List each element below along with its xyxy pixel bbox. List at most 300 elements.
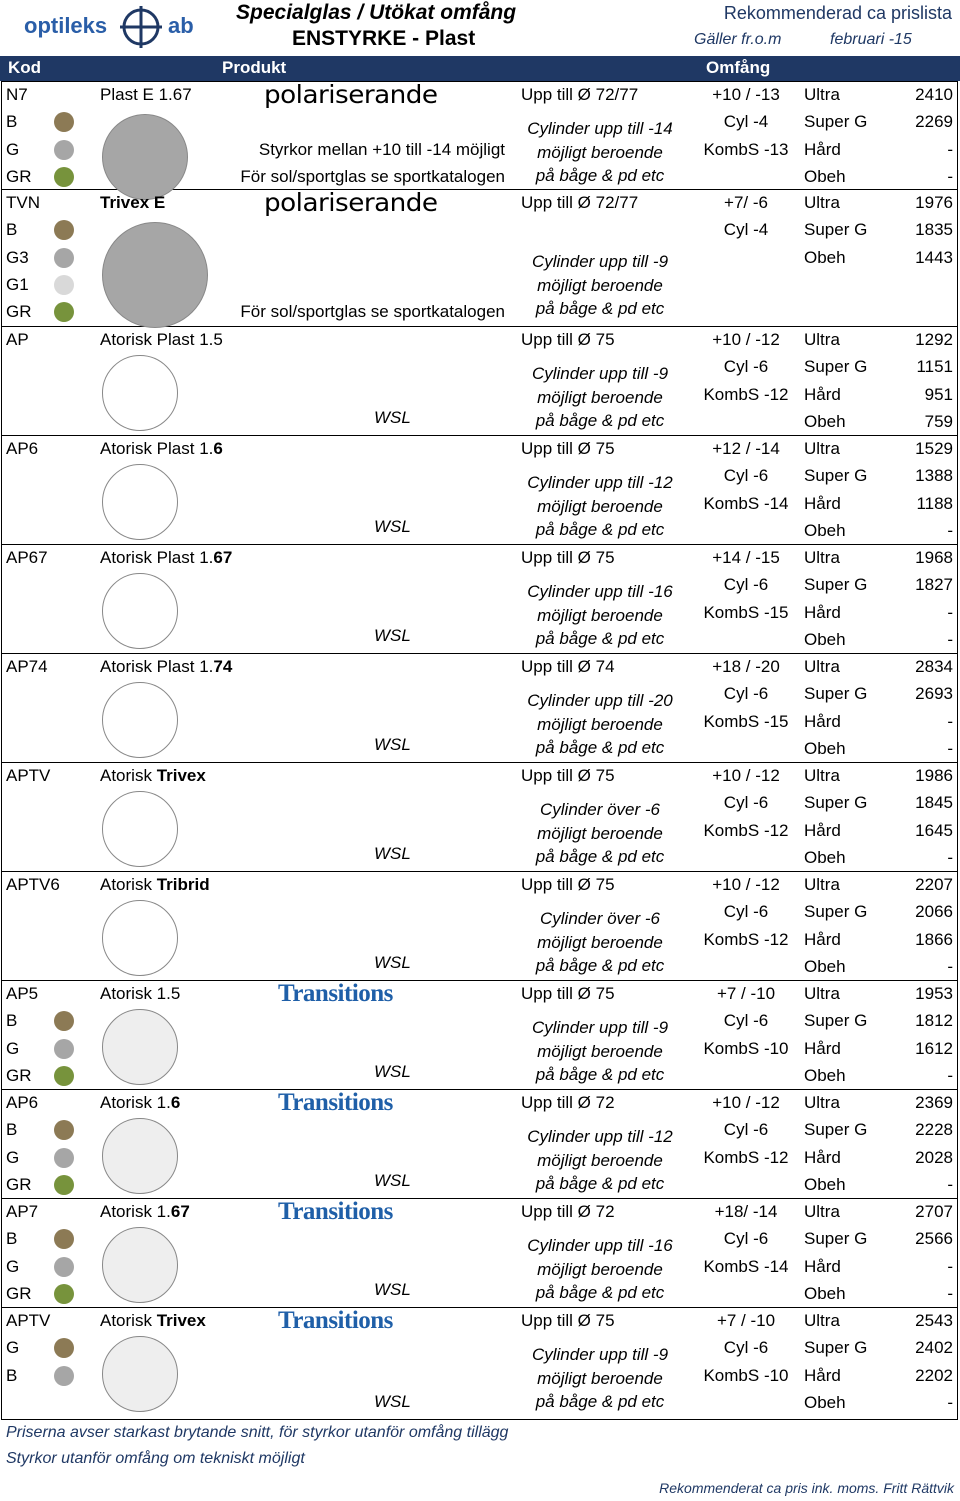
coating-type: Super G [804, 1011, 868, 1031]
product-code: G [6, 1338, 20, 1358]
power-range: +10 / -12 [712, 875, 780, 894]
coating-type: Super G [804, 220, 868, 240]
power-range: +10 / -12 [712, 766, 780, 785]
product-code: B [6, 1229, 18, 1249]
komb-value: KombS -12 [703, 929, 789, 949]
komb-value: KombS -10 [703, 1365, 789, 1385]
transitions-logo: Transitions [278, 1198, 393, 1225]
power-range: +10 / -12 [712, 1093, 780, 1112]
product-code: GR [6, 1065, 32, 1085]
wsl-label: WSL [374, 735, 411, 754]
power-range: +18/ -14 [714, 1202, 778, 1221]
product-name-plain: Atorisk Plast 1.5 [100, 330, 223, 349]
price-value: 2707 [915, 1202, 953, 1221]
product-code: AP [6, 330, 29, 349]
product-name-plain: Atorisk Plast 1. [100, 439, 214, 458]
coating-type: Hård [804, 139, 841, 159]
wsl-label: WSL [374, 1392, 411, 1411]
product-name-bold: 74 [213, 657, 233, 676]
cylinder-note: Cylinder över -6 [540, 800, 660, 819]
product-code: APTV6 [6, 875, 60, 894]
price-value: 2066 [915, 902, 953, 922]
coating-type: Obeh [804, 1174, 846, 1194]
cyl-value: Cyl -6 [723, 902, 769, 922]
price-value: 2228 [915, 1120, 953, 1140]
coating-type: Ultra [804, 548, 840, 567]
cylinder-note: på båge & pd etc [535, 520, 665, 539]
cylinder-note: möjligt beroende [537, 605, 663, 625]
column-omfang: Omfång [706, 58, 771, 77]
price-value: 1388 [915, 466, 953, 486]
komb-value: KombS -13 [703, 139, 789, 159]
coating-type: Ultra [804, 330, 840, 349]
coating-type: Hård [804, 493, 841, 513]
diameter-range: Upp till Ø 75 [521, 766, 615, 785]
cylinder-note: Cylinder upp till -16 [527, 1236, 673, 1255]
product-name-bold: 67 [213, 548, 233, 567]
price-value: 1645 [915, 820, 953, 840]
transitions-logo: Transitions [278, 1307, 393, 1334]
power-range: +10 / -12 [712, 330, 780, 349]
diameter-range: Upp till Ø 75 [521, 875, 615, 894]
product-code: AP74 [6, 657, 48, 676]
price-value: 1529 [915, 439, 953, 458]
product-group [1, 1199, 958, 1308]
cylinder-note: Cylinder upp till -14 [527, 119, 673, 138]
product-code: AP6 [6, 1093, 39, 1112]
lens-image [102, 1009, 178, 1085]
product-code: B [6, 1365, 18, 1385]
page-title: Specialglas / Utökat omfång [236, 1, 517, 24]
price-value: - [947, 520, 953, 540]
cylinder-note: Cylinder upp till -9 [531, 252, 669, 271]
product-name [100, 193, 165, 213]
product-name-plain: Atorisk [100, 1311, 157, 1330]
product-group [1, 872, 958, 981]
power-range: +10 / -13 [712, 85, 780, 104]
product-name [100, 439, 223, 459]
valid-from-date: februari -15 [830, 31, 912, 48]
cyl-value: Cyl -6 [723, 793, 769, 813]
cyl-value: Cyl -6 [723, 1011, 769, 1031]
cyl-value: Cyl -6 [723, 466, 769, 486]
coating-type: Obeh [804, 1065, 846, 1085]
wsl-label: WSL [374, 626, 411, 645]
price-value: 1976 [915, 193, 953, 212]
product-code: G [6, 1256, 20, 1276]
product-group [1, 654, 958, 763]
cylinder-note: Cylinder upp till -16 [527, 582, 673, 601]
cylinder-note: möjligt beroende [537, 1150, 663, 1170]
komb-value: KombS -12 [703, 384, 789, 404]
product-code: B [6, 1011, 18, 1031]
header [0, 0, 960, 56]
price-value: - [947, 166, 953, 186]
coating-type: Obeh [804, 247, 846, 267]
coating-type: Obeh [804, 520, 846, 540]
price-value: 951 [924, 384, 953, 404]
product-code: AP7 [6, 1202, 39, 1221]
price-value: - [947, 738, 953, 758]
cylinder-note: möjligt beroende [537, 1368, 663, 1388]
product-name-bold: 6 [170, 1093, 181, 1112]
coating-type: Hård [804, 1256, 841, 1276]
power-range: +12 / -14 [712, 439, 780, 458]
cylinder-note: på båge & pd etc [535, 1392, 665, 1411]
coating-type: Super G [804, 684, 868, 704]
price-value: 2369 [915, 1093, 953, 1112]
cylinder-note: på båge & pd etc [535, 166, 665, 185]
product-code: G1 [6, 274, 29, 294]
company-logo [24, 6, 204, 48]
cyl-value: Cyl -6 [723, 575, 769, 595]
cylinder-note: möjligt beroende [537, 387, 663, 407]
price-value: 1292 [915, 330, 953, 349]
diameter-range: Upp till Ø 75 [521, 330, 615, 349]
product-code: GR [6, 302, 32, 322]
power-range: +7 / -10 [716, 984, 776, 1003]
valid-from-label: Gäller fr.o.m [694, 31, 782, 48]
product-code: GR [6, 1283, 32, 1303]
product-code: GR [6, 166, 32, 186]
product-name-plain: Plast E 1.67 [100, 85, 192, 104]
color-swatch-green [54, 167, 74, 187]
color-swatch-brown [54, 1338, 74, 1358]
diameter-range: Upp till Ø 74 [521, 657, 615, 676]
cylinder-note: möjligt beroende [537, 932, 663, 952]
cylinder-note: Cylinder upp till -9 [531, 1345, 669, 1364]
product-name-plain: Atorisk 1.5 [100, 984, 181, 1003]
product-group [1, 327, 958, 436]
price-value: - [947, 1256, 953, 1276]
price-value: - [947, 1283, 953, 1303]
cylinder-note: på båge & pd etc [535, 738, 665, 757]
color-swatch-green [54, 1066, 74, 1086]
product-name-bold: Trivex E [100, 193, 166, 212]
diameter-range: Upp till Ø 72 [521, 1202, 615, 1221]
cylinder-note: möjligt beroende [537, 496, 663, 516]
cylinder-note: på båge & pd etc [535, 1174, 665, 1193]
coating-type: Super G [804, 357, 868, 377]
sport-note: För sol/sportglas se sportkatalogen [240, 302, 505, 322]
product-name [100, 1093, 180, 1113]
price-value: 1812 [915, 1011, 953, 1031]
lens-image [102, 682, 178, 758]
product-name-bold: Tribrid [156, 875, 210, 894]
coating-type: Ultra [804, 439, 840, 458]
lens-image [102, 573, 178, 649]
wsl-label: WSL [374, 953, 411, 972]
product-group [1, 981, 958, 1090]
coating-type: Ultra [804, 766, 840, 785]
coating-type: Super G [804, 466, 868, 486]
coating-type: Obeh [804, 956, 846, 976]
diameter-range: Upp till Ø 72/77 [521, 193, 639, 212]
product-name [100, 548, 232, 568]
komb-value: KombS -12 [703, 1147, 789, 1167]
lens-image [102, 900, 178, 976]
cylinder-note: på båge & pd etc [535, 411, 665, 430]
pricelist-label: Rekommenderad ca prislista [723, 3, 952, 23]
price-value: 1151 [916, 357, 953, 377]
coating-type: Hård [804, 1365, 841, 1385]
product-name [100, 85, 192, 105]
product-group [1, 436, 958, 545]
product-code: G [6, 1038, 20, 1058]
cylinder-note: på båge & pd etc [535, 299, 665, 318]
cylinder-note: möjligt beroende [537, 1041, 663, 1061]
product-group [1, 763, 958, 872]
cyl-value: Cyl -4 [723, 112, 769, 132]
coating-type: Ultra [804, 1202, 840, 1221]
cyl-value: Cyl -6 [723, 1120, 769, 1140]
diameter-range: Upp till Ø 72/77 [521, 85, 639, 104]
product-name [100, 1202, 190, 1222]
cylinder-note: på båge & pd etc [535, 629, 665, 648]
price-value: 2207 [915, 875, 953, 894]
coating-type: Super G [804, 793, 868, 813]
product-name [100, 1311, 206, 1331]
coating-type: Ultra [804, 85, 840, 104]
coating-type: Obeh [804, 1283, 846, 1303]
coating-type: Obeh [804, 847, 846, 867]
color-swatch-brown [54, 220, 74, 240]
product-name [100, 875, 210, 895]
product-name-plain: Atorisk 1. [100, 1202, 171, 1221]
product-code: AP5 [6, 984, 39, 1003]
cylinder-note: Cylinder upp till -12 [527, 473, 673, 492]
price-value: - [947, 1392, 953, 1412]
coating-type: Ultra [804, 193, 840, 212]
lens-image [102, 222, 208, 328]
komb-value: KombS -10 [703, 1038, 789, 1058]
coating-type: Obeh [804, 629, 846, 649]
column-produkt: Produkt [222, 58, 287, 77]
product-code: G [6, 1147, 20, 1167]
power-range: +18 / -20 [712, 657, 780, 676]
diameter-range: Upp till Ø 75 [521, 1311, 615, 1330]
product-code: GR [6, 1174, 32, 1194]
product-name [100, 657, 232, 677]
coating-type: Ultra [804, 1093, 840, 1112]
product-code: APTV [6, 1311, 51, 1330]
cylinder-note: Cylinder upp till -9 [531, 1018, 669, 1037]
polariserande-logo: polariserande [264, 80, 438, 109]
coating-type: Obeh [804, 738, 846, 758]
price-value: - [947, 711, 953, 731]
cyl-value: Cyl -6 [723, 357, 769, 377]
product-name-bold: Trivex [156, 766, 206, 785]
price-value: - [947, 847, 953, 867]
product-name [100, 984, 180, 1004]
coating-type: Ultra [804, 984, 840, 1003]
wsl-label: WSL [374, 1171, 411, 1190]
crosshair-logo-icon [120, 6, 162, 48]
price-value: - [947, 956, 953, 976]
polariserande-logo: polariserande [264, 188, 438, 217]
diameter-range: Upp till Ø 75 [521, 439, 615, 458]
product-group [1, 190, 958, 327]
lens-image [102, 1336, 178, 1412]
product-code: B [6, 1120, 18, 1140]
range-note: Styrkor mellan +10 till -14 möjligt [258, 139, 505, 159]
coating-type: Obeh [804, 1392, 846, 1412]
color-swatch-grey [54, 1366, 74, 1386]
wsl-label: WSL [374, 517, 411, 536]
komb-value: KombS -12 [703, 820, 789, 840]
komb-value: KombS -15 [703, 711, 789, 731]
coating-type: Obeh [804, 411, 846, 431]
cylinder-note: möjligt beroende [537, 275, 663, 295]
product-code: TVN [6, 193, 40, 212]
diameter-range: Upp till Ø 75 [521, 548, 615, 567]
price-value: 1953 [915, 984, 953, 1003]
product-name [100, 330, 223, 350]
price-value: 2202 [915, 1365, 953, 1385]
cylinder-note: på båge & pd etc [535, 1065, 665, 1084]
price-value: 1866 [915, 929, 953, 949]
komb-value: KombS -14 [703, 493, 789, 513]
price-value: - [947, 602, 953, 622]
price-value: 1443 [915, 247, 953, 267]
price-value: 1188 [916, 493, 953, 513]
price-value: 2566 [915, 1229, 953, 1249]
product-name-plain: Atorisk Plast 1. [100, 657, 214, 676]
product-name-bold: Trivex [156, 1311, 206, 1330]
cylinder-note: Cylinder upp till -9 [531, 364, 669, 383]
cylinder-note: på båge & pd etc [535, 956, 665, 975]
lens-image [102, 791, 178, 867]
price-value: 1845 [915, 793, 953, 813]
cyl-value: Cyl -4 [723, 220, 769, 240]
price-value: 1835 [915, 220, 953, 240]
product-code: AP6 [6, 439, 39, 458]
price-value: - [947, 139, 953, 159]
price-value: 2693 [915, 684, 953, 704]
cylinder-note: möjligt beroende [537, 714, 663, 734]
komb-value: KombS -15 [703, 602, 789, 622]
coating-type: Super G [804, 1229, 868, 1249]
price-value: - [947, 1065, 953, 1085]
coating-type: Hård [804, 820, 841, 840]
wsl-label: WSL [374, 844, 411, 863]
column-kod: Kod [8, 58, 42, 77]
power-range: +14 / -15 [712, 548, 780, 567]
color-swatch-grey [54, 1257, 74, 1277]
footer-note-right: Rekommenderat ca pris ink. moms. Fritt Rättvik [659, 1480, 954, 1496]
coating-type: Super G [804, 575, 868, 595]
product-group [1, 1090, 958, 1199]
coating-type: Hård [804, 384, 841, 404]
product-code: G [6, 139, 20, 159]
cylinder-note: Cylinder upp till -20 [527, 691, 673, 710]
coating-type: Super G [804, 902, 868, 922]
product-name-bold: 67 [170, 1202, 190, 1221]
price-value: 2028 [915, 1147, 953, 1167]
price-value: 1986 [915, 766, 953, 785]
transitions-logo: Transitions [278, 1089, 393, 1116]
cylinder-note: möjligt beroende [537, 823, 663, 843]
coating-type: Hård [804, 711, 841, 731]
lens-image [102, 464, 178, 540]
color-swatch-brown [54, 1011, 74, 1031]
coating-type: Hård [804, 929, 841, 949]
komb-value: KombS -14 [703, 1256, 789, 1276]
coating-type: Hård [804, 1038, 841, 1058]
product-code: AP67 [6, 548, 48, 567]
footer-note-1: Priserna avser starkast brytande snitt, för styrkor utanför omfång tillägg [6, 1424, 509, 1441]
color-swatch-brown [54, 112, 74, 132]
product-code: APTV [6, 766, 51, 785]
price-value: 1827 [915, 575, 953, 595]
coating-type: Super G [804, 1338, 868, 1358]
cyl-value: Cyl -6 [723, 1338, 769, 1358]
logo-text-right: ab [168, 13, 194, 38]
color-swatch-lightgrey [54, 275, 74, 295]
diameter-range: Upp till Ø 75 [521, 984, 615, 1003]
lens-image [102, 355, 178, 431]
price-value: 1968 [915, 548, 953, 567]
color-swatch-green [54, 1175, 74, 1195]
lens-image [102, 1227, 178, 1303]
page-subtitle: ENSTYRKE - Plast [292, 27, 476, 50]
color-swatch-green [54, 1284, 74, 1304]
price-value: 2402 [915, 1338, 953, 1358]
transitions-logo: Transitions [278, 980, 393, 1007]
price-value: 2834 [915, 657, 953, 676]
product-name [100, 766, 206, 786]
power-range: +7 / -10 [716, 1311, 776, 1330]
product-name-plain: Atorisk [100, 766, 157, 785]
price-value: 2269 [915, 112, 953, 132]
diameter-range: Upp till Ø 72 [521, 1093, 615, 1112]
product-name-plain: Atorisk 1. [100, 1093, 171, 1112]
price-value: 2410 [915, 85, 953, 104]
price-value: 759 [924, 411, 953, 431]
color-swatch-brown [54, 1229, 74, 1249]
cylinder-note: möjligt beroende [537, 142, 663, 162]
product-code: G3 [6, 247, 29, 267]
product-name-bold: 6 [213, 439, 223, 458]
cylinder-note: möjligt beroende [537, 1259, 663, 1279]
cylinder-note: Cylinder upp till -12 [527, 1127, 673, 1146]
coating-type: Obeh [804, 166, 846, 186]
price-value: 2543 [915, 1311, 953, 1330]
cylinder-note: på båge & pd etc [535, 1283, 665, 1302]
lens-image [102, 114, 188, 200]
wsl-label: WSL [374, 1062, 411, 1081]
product-group [1, 1308, 958, 1420]
product-group [1, 81, 958, 190]
color-swatch-grey [54, 1039, 74, 1059]
cylinder-note: på båge & pd etc [535, 847, 665, 866]
sport-note: För sol/sportglas se sportkatalogen [240, 166, 505, 186]
color-swatch-grey [54, 248, 74, 268]
wsl-label: WSL [374, 1280, 411, 1299]
power-range: +7/ -6 [724, 193, 768, 212]
color-swatch-grey [54, 140, 74, 160]
coating-type: Super G [804, 112, 868, 132]
wsl-label: WSL [374, 408, 411, 427]
logo-text-left: optileks [24, 13, 108, 38]
coating-type: Ultra [804, 875, 840, 894]
product-code: B [6, 220, 18, 240]
lens-image [102, 1118, 178, 1194]
price-value: 1612 [915, 1038, 953, 1058]
cylinder-note: Cylinder över -6 [540, 909, 660, 928]
product-code: B [6, 112, 18, 132]
coating-type: Hård [804, 602, 841, 622]
